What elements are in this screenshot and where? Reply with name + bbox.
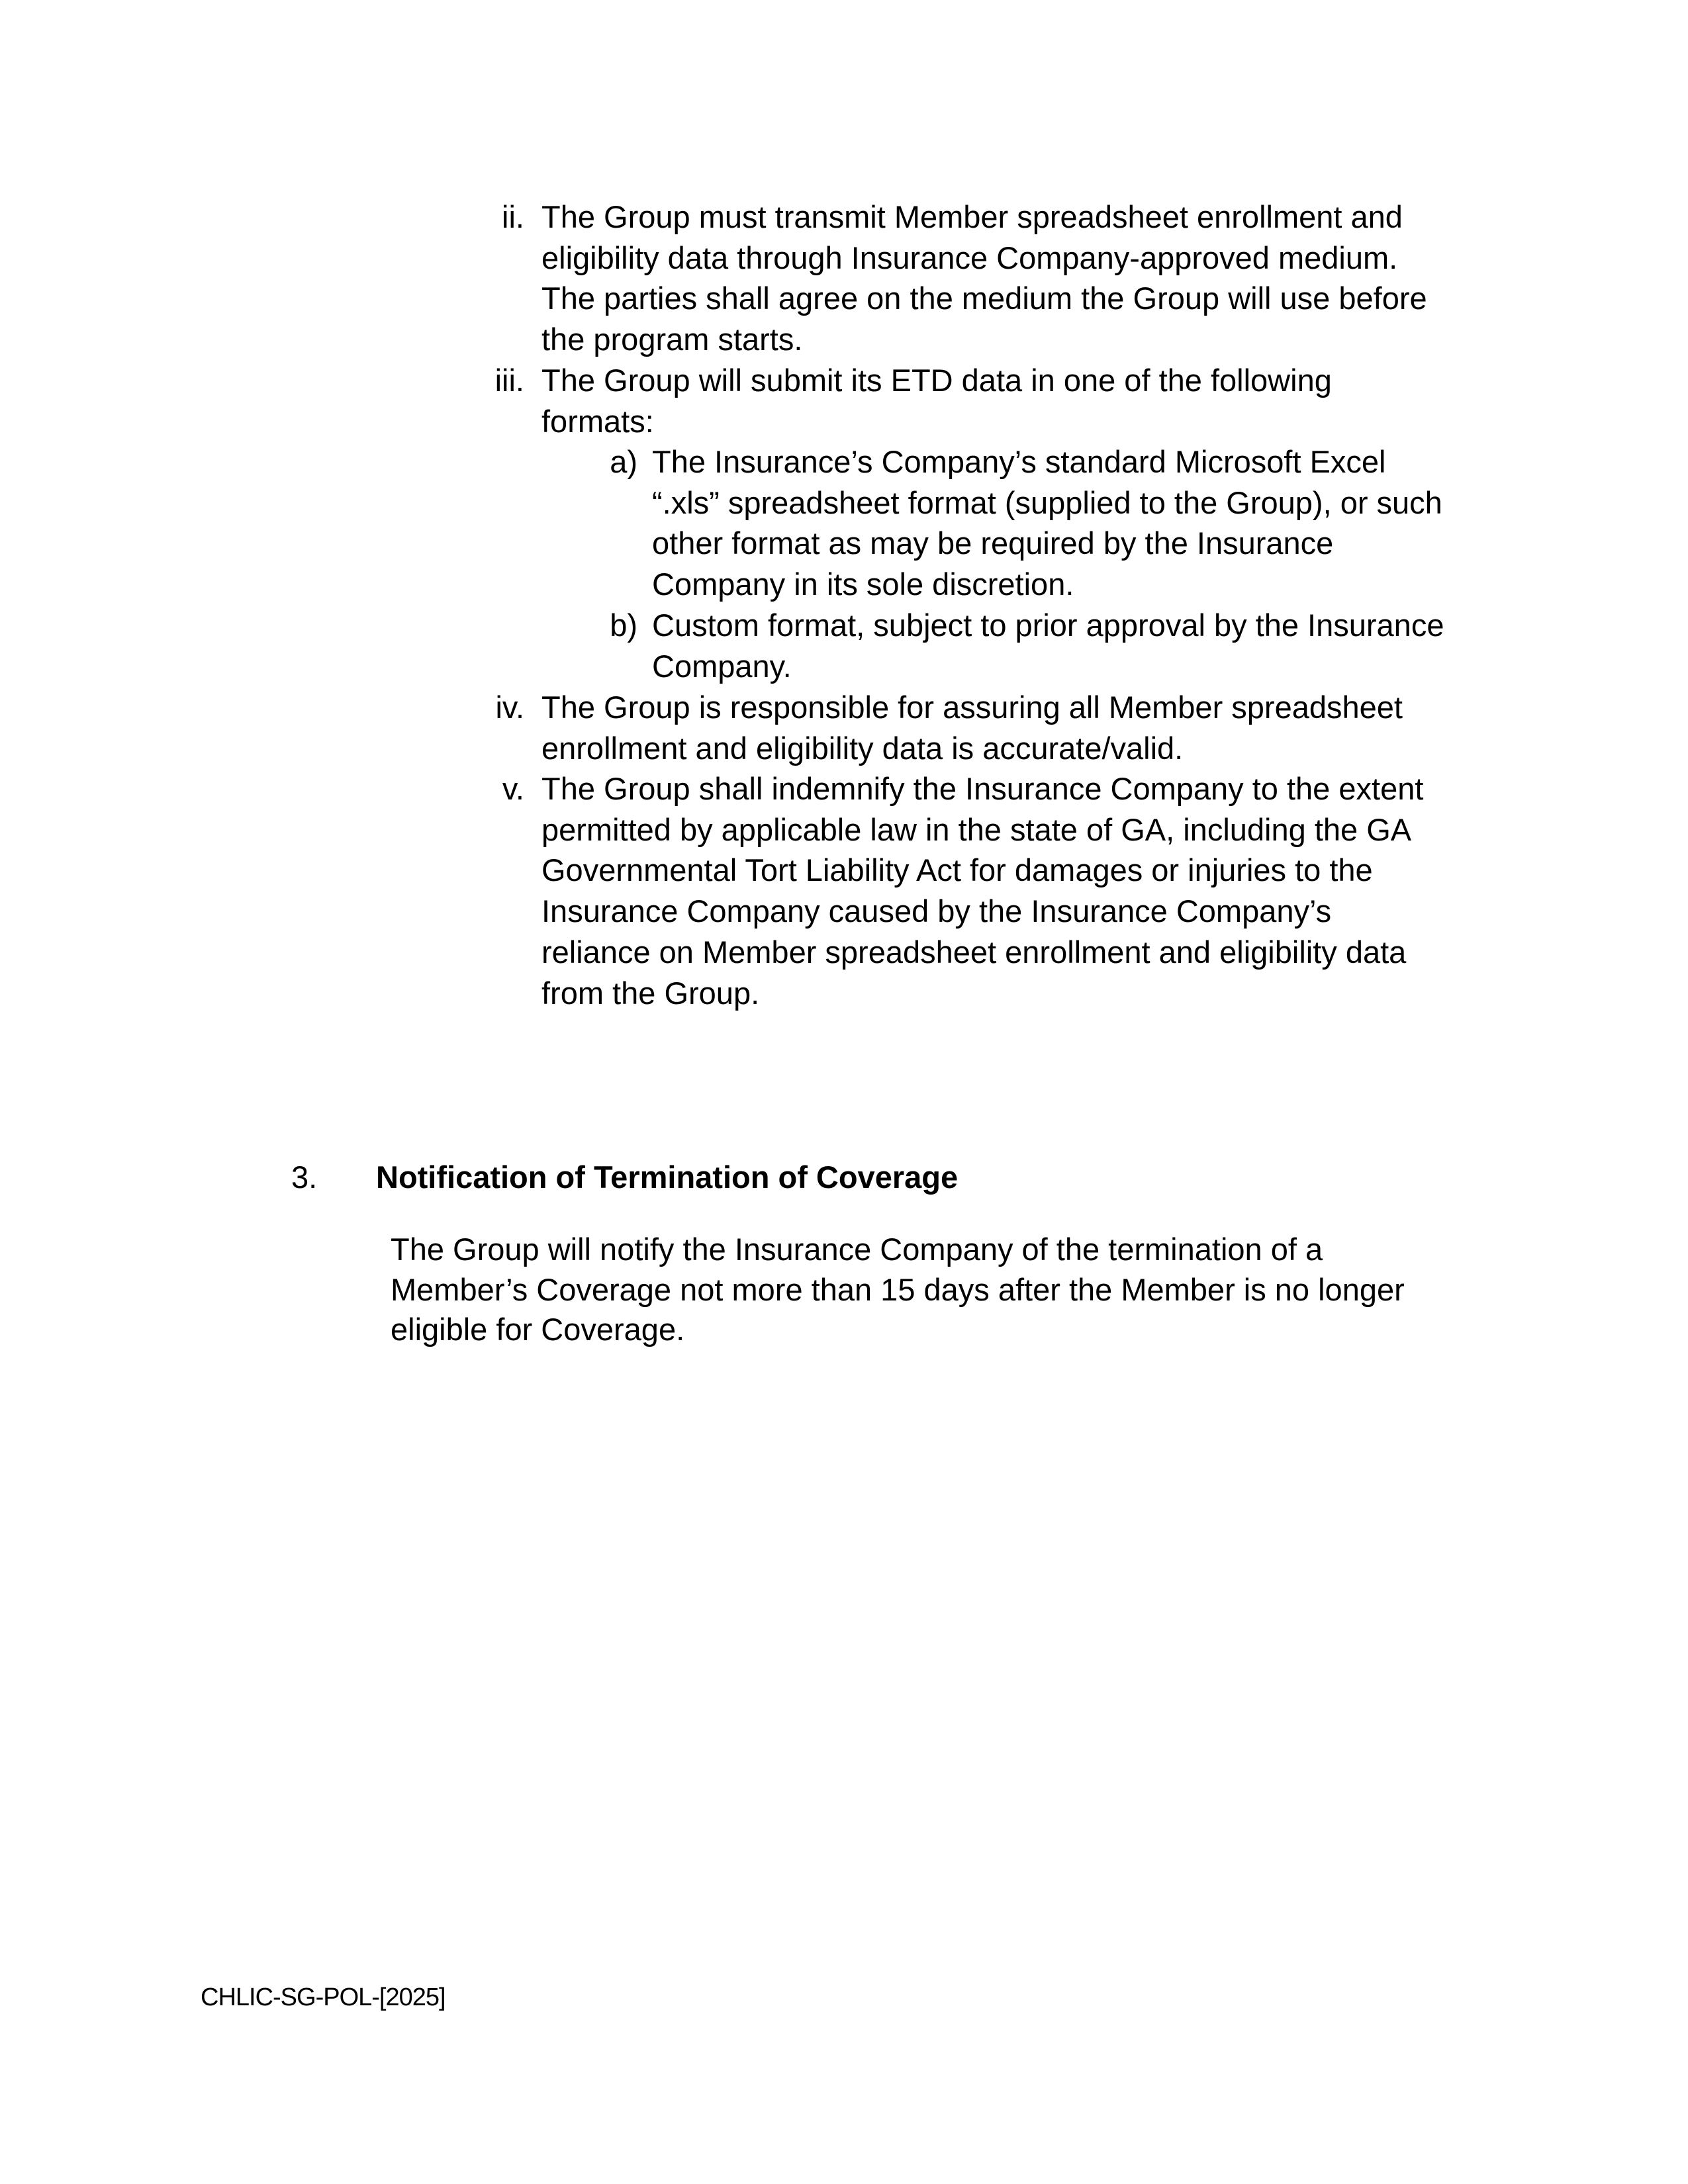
list-marker: iii. (494, 363, 524, 398)
text-line: Custom format, subject to prior approval by the Insurance (652, 608, 1444, 643)
sub-item-text (652, 441, 1442, 605)
sub-list-marker: b) (610, 608, 637, 643)
text-line: Insurance Company caused by the Insurance Company’s (541, 893, 1332, 929)
text-line: The parties shall agree on the medium the Group will use before (541, 281, 1427, 316)
text-line: reliance on Member spreadsheet enrollment and eligibility data (541, 934, 1407, 970)
text-line: formats: (541, 403, 654, 439)
list-marker: v. (502, 771, 524, 806)
text-line: The Group must transmit Member spreadsheet enrollment and (541, 199, 1403, 234)
list-item-text (541, 687, 1403, 768)
text-line: other format as may be required by the Insurance (652, 525, 1334, 561)
list-item-text (541, 768, 1423, 1013)
sub-item-text (652, 605, 1444, 686)
text-line: The Group is responsible for assuring all Member spreadsheet (541, 690, 1403, 725)
text-line: Member’s Coverage not more than 15 days after the Member is no longer (391, 1271, 1405, 1307)
list-marker: iv. (495, 690, 524, 725)
text-line: from the Group. (541, 975, 760, 1011)
text-line: The Insurance’s Company’s standard Microsoft Excel (652, 444, 1386, 479)
list-item-text (541, 197, 1427, 360)
text-line: eligible for Coverage. (391, 1312, 685, 1347)
text-line: Governmental Tort Liability Act for damages or injuries to the (541, 852, 1373, 888)
text-line: eligibility data through Insurance Company-approved medium. (541, 240, 1398, 275)
text-line: The Group will notify the Insurance Company of the termination of a (391, 1232, 1323, 1267)
text-line: enrollment and eligibility data is accurate/valid. (541, 730, 1184, 766)
section-heading: Notification of Termination of Coverage (376, 1160, 959, 1195)
text-line: Company in its sole discretion. (652, 567, 1074, 602)
footer-form-code: CHLIC-SG-POL-[2025] (201, 1983, 445, 2011)
text-line: “.xls” spreadsheet format (supplied to the Group), or such (652, 484, 1442, 520)
text-line: The Group will submit its ETD data in one of the following (541, 363, 1332, 398)
section-paragraph (391, 1230, 1405, 1350)
text-line: the program starts. (541, 322, 803, 357)
text-line: The Group shall indemnify the Insurance Company to the extent (541, 771, 1424, 806)
list-marker: ii. (502, 199, 524, 234)
text-line: permitted by applicable law in the state of GA, including the GA (541, 811, 1412, 847)
text-line: Company. (652, 648, 792, 684)
section-number: 3. (291, 1160, 318, 1195)
sub-list-marker: a) (610, 444, 637, 479)
list-item-text (541, 360, 1332, 441)
